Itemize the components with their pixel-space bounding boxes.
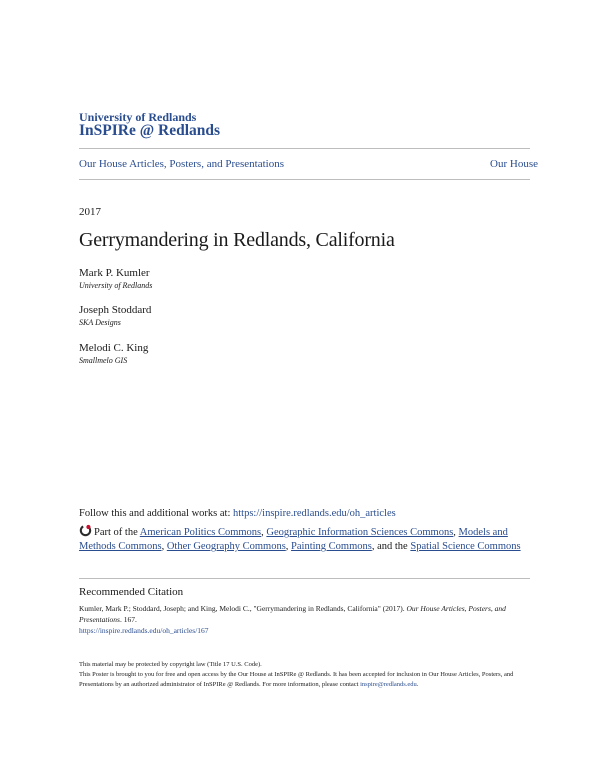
university-name: University of Redlands: [79, 110, 197, 124]
collection-link[interactable]: Our House Articles, Posters, and Presentations: [79, 158, 284, 170]
commons-disciplines: Part of the American Politics Commons, Geographic Information Sciences Commons, Models and Methods Commons, Other Geography Commons, Painting Commons, and the Spatial Science Commons: [79, 524, 524, 554]
copyright-notice: This material may be protected by copyright law (Title 17 U.S. Code).: [79, 661, 262, 668]
commons-link[interactable]: Painting Commons: [291, 541, 372, 552]
citation-url-link[interactable]: https://inspire.redlands.edu/oh_articles/167: [79, 626, 209, 635]
network-commons-icon: [79, 524, 92, 537]
commons-link[interactable]: Other Geography Commons: [166, 541, 286, 552]
publication-year: 2017: [79, 206, 101, 218]
parent-collection-link[interactable]: Our House: [490, 158, 538, 170]
repository-name: InSPIRe @ Redlands: [79, 122, 221, 139]
follow-line: [79, 508, 396, 519]
legal-notice: [79, 660, 524, 690]
author-affiliation: University of Redlands: [79, 281, 153, 290]
contact-email-link[interactable]: inspire@redlands.edu: [360, 681, 417, 688]
header-bottom-rule: [79, 179, 530, 180]
author-name: Mark P. Kumler: [79, 267, 150, 279]
commons-link[interactable]: Models and Methods Commons: [79, 527, 508, 552]
access-notice: This Poster is brought to you for free and open access by the Our House at InSPIRe @ Redlands. It has been accepted for inclusion in Our House Articles, Posters, and Presentations by an authorized administrator of InSPIRe @ Redlands. For more information, please contact inspire@redlands.edu.: [79, 671, 514, 688]
follow-url-link[interactable]: https://inspire.redlands.edu/oh_articles: [233, 508, 396, 519]
header-top-rule: [79, 148, 530, 149]
author-name: Melodi C. King: [79, 342, 149, 354]
recommended-citation-heading: Recommended Citation: [79, 586, 184, 598]
commons-link[interactable]: Spatial Science Commons: [410, 541, 521, 552]
citation-series: Our House Articles, Posters, and Presentations: [79, 604, 506, 624]
author-affiliation: Smallmelo GIS: [79, 356, 128, 365]
follow-label: Follow this and additional works at:: [79, 508, 233, 519]
commons-link[interactable]: American Politics Commons: [139, 527, 262, 538]
author-affiliation: SKA Designs: [79, 318, 121, 327]
citation-text: Kumler, Mark P.; Stoddard, Joseph; and King, Melodi C., "Gerrymandering in Redlands, California" (2017). Our House Articles, Posters, and Presentations. 167. https://inspire.redlands.edu/oh_articles/167: [79, 604, 506, 635]
citation-rule: [79, 578, 530, 579]
commons-link[interactable]: Geographic Information Sciences Commons: [266, 527, 454, 538]
author-name: Joseph Stoddard: [79, 304, 152, 316]
page-title: Gerrymandering in Redlands, California: [79, 229, 395, 251]
